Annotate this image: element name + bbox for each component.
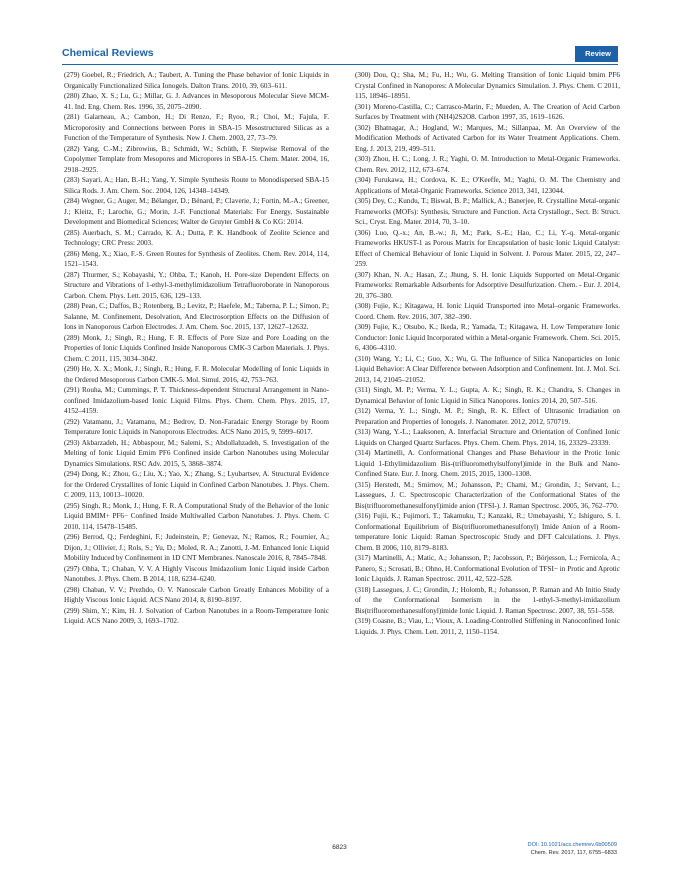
- reference-303: (303) Zhou, H. C.; Long, J. R.; Yaghi, O. M. Introduction to Metal-Organic Frameworks. Chem. Rev. 2012, 112, 673–674.: [355, 155, 620, 174]
- reference-302: (302) Bhatnagar, A.; Hogland, W.; Marques, M.; Sillanpaa, M. An Overview of the Modification Methods of Activated Carbon for its Water Treatment Applications. Chem. Eng. J. 2013, 219, 499–511.: [355, 123, 620, 153]
- reference-284: (284) Wegner, G.; Auger, M.; Bélanger, D.; Bénard, P.; Claverie, J.; Fortin, M.-A.; Greener, J.; Kleitz, F.; Laroche, G.; Morin, J.-F. Functional Materials: For Energy, Sustainable Development and Biomedical Sciences; Walter de Gruyter GmbH & Co KG: 2014.: [64, 197, 329, 226]
- reference-317: (317) Martinelli, A.; Matic, A.; Johansson, P.; Jacobsson, P.; Börjesson, L.; Fernicola, A.; Panero, S.; Scrosati, B.; Ohno, H. Conformational Evolution of TFSI− in Protic and Aprotic Ionic Liquids. J. Raman Spectrosc. 2011, 42, 522–528.: [355, 554, 620, 583]
- journal-citation: Chem. Rev. 2017, 117, 6755−6833: [530, 849, 617, 856]
- reference-290: (290) He, X. X.; Monk, J.; Singh, R.; Hung, F. R. Molecular Modelling of Ionic Liquids in the Ordered Mesoporous Carbon CMK-5. Mol. Simul. 2016, 42, 753–763.: [64, 365, 329, 384]
- reference-316: (316) Fujii, K.; Fujimori, T.; Takamuku, T.; Kanzaki, R.; Umebayashi, Y.; Ishiguro, S. I. Conformational Equilibrium of Bis(trifluoromethanesulfonyl) Imide Anion of a Room-temperature Ionic Liquid: Raman Spectroscopic Study and DFT Calculations. J. Phys. Chem. B 2006, 110, 8179–8183.: [355, 512, 620, 552]
- reference-319: (319) Coasne, B.; Viau, L.; Vioux, A. Loading-Controlled Stiffening in Nanoconfined Ionic Liquids. J. Phys. Chem. Lett. 2011, 2, 1150–1154.: [355, 617, 620, 636]
- reference-281: (281) Galarneau, A.; Cambon, H.; Di Renzo, F.; Ryoo, R.; Choi, M.; Fajula, F. Microporosity and Connections between Pores in SBA-15 Mesostructured Silicas as a Function of the Temperature of Synthesis. New J. Chem. 2003, 27, 73–79.: [64, 113, 329, 142]
- reference-315: (315) Herstedt, M.; Smirnov, M.; Johansson, P.; Chami, M.; Grondin, J.; Servant, L.; Lassegues, J. C. Spectroscopic Characterization of the Conformational States of the Bis(trifluoromethanesulfonyl)imide anion (TFSI-). J. Raman Spectrosc. 2005, 36, 762–770.: [355, 480, 620, 510]
- reference-306: (306) Luo, Q.-x.; An, B.-w.; Ji, M.; Park, S.-E.; Hao, C.; Li, Y.-q. Metal-organic Frameworks HKUST-1 as Porous Matrix for Encapsulation of basic Ionic Liquid Catalyst: Effect of Chemical Behaviour of Ionic Liquid in Solvent. J. Porous Mater. 2015, 22, 247–259.: [355, 228, 620, 268]
- reference-307: (307) Khan, N. A.; Hasan, Z.; Jhung, S. H. Ionic Liquids Supported on Metal-Organic Frameworks: Remarkable Adsorbents for Adsorptive Desulfurization. Chem. - Eur. J. 2014, 20, 376–380.: [355, 270, 620, 300]
- reference-283: (283) Sayari, A.; Han, B.-H.; Yang, Y. Simple Synthesis Route to Monodispersed SBA-15 Silica Rods. J. Am. Chem. Soc. 2004, 126, 14348–14349.: [64, 176, 329, 195]
- reference-293: (293) Akbarzadeh, H.; Abbaspour, M.; Salemi, S.; Abdollahzadeh, S. Investigation of the Melting of Ionic Liquid Emim PF6 Confined inside Carbon Nanotubes using Molecular Dynamics Simulations. RSC Adv. 2015, 5, 3868–3874.: [64, 438, 329, 468]
- reference-301: (301) Moreno-Castilla, C.; Carrasco-Marin, F.; Mueden, A. The Creation of Acid Carbon Surfaces by Treatment with (NH4)2S2O8. Carbon 1997, 35, 1619–1626.: [355, 102, 620, 121]
- reference-285: (285) Auerbach, S. M.; Carrado, K. A.; Dutta, P. K. Handbook of Zeolite Science and Technology; CRC Press: 2003.: [64, 228, 329, 247]
- journal-title: Chemical Reviews: [62, 47, 154, 59]
- reference-286: (286) Meng, X.; Xiao, F.-S. Green Routes for Synthesis of Zeolites. Chem. Rev. 2014, 114, 1521–1543.: [64, 249, 329, 268]
- reference-297: (297) Ohba, T.; Chaban, V. V. A Highly Viscous Imidazolium Ionic Liquid inside Carbon Nanotubes. J. Phys. Chem. B 2014, 118, 6234–6240.: [64, 564, 329, 583]
- reference-282: (282) Yang, C.-M.; Zibrowius, B.; Schmidt, W.; Schüth, F. Stepwise Removal of the Copolymer Template from Mesopores and Micropores in SBA-15. Chem. Mater. 2004, 16, 2918–2925.: [64, 144, 329, 174]
- reference-299: (299) Shim, Y.; Kim, H. J. Solvation of Carbon Nanotubes in a Room-Temperature Ionic Liquid. ACS Nano 2009, 3, 1693–1702.: [64, 606, 329, 625]
- reference-304: (304) Furukawa, H.; Cordova, K. E.; O'Keeffe, M.; Yaghi, O. M. The Chemistry and Applications of Metal-Organic Frameworks. Science 2013, 341, 123044.: [355, 176, 620, 195]
- reference-305: (305) Dey, C.; Kundu, T.; Biswal, B. P.; Mallick, A.; Banerjee, R. Crystalline Metal-organic Frameworks (MOFs): Synthesis, Structure and Function. Acta Crystallogr., Sect. B: Struct. Sci., Cryst. Eng. Mater. 2014, 70, 3–10.: [355, 197, 620, 226]
- reference-318: (318) Lassegues, J. C.; Grondin, J.; Holomb, R.; Johansson, P. Raman and Ab Initio Study of the Conformational Isomerism in the 1-ethyl-3-methyl-imidazolium Bis(trifluoromethanesulfonyl)imide Ionic Liquid. J. Raman Spectrosc. 2007, 38, 551–558.: [355, 585, 620, 615]
- section-badge: Review: [575, 46, 618, 62]
- page-number: 6823: [332, 844, 347, 851]
- reference-312: (312) Verma, Y. L.; Singh, M. P.; Singh, R. K. Effect of Ultrasonic Irradiation on Preparation and Properties of Ionogels. J. Nanomater. 2012, 2012, 570719.: [355, 407, 620, 426]
- reference-279: (279) Goebel, R.; Friedrich, A.; Taubert, A. Tuning the Phase behavior of Ionic Liquids in Organically Functionalized Silica Ionogels. Dalton Trans. 2010, 39, 603–611.: [64, 71, 329, 90]
- reference-292: (292) Vatamanu, J.; Vatamanu, M.; Bedrov, D. Non-Faradaic Energy Storage by Room Temperature Ionic Liquids in Nanoporous Electrodes. ACS Nano 2015, 9, 5999–6017.: [64, 417, 329, 436]
- reference-294: (294) Dong, K.; Zhou, G.; Liu, X.; Yao, X.; Zhang, S.; Lyubartsev, A. Structural Evidence for the Ordered Crystallites of Ionic Liquid in Confined Carbon Nanotubes. J. Phys. Chem. C 2009, 113, 10013–10020.: [64, 470, 329, 499]
- reference-314: (314) Martinelli, A. Conformational Changes and Phase Behaviour in the Protic Ionic Liquid 1-Ethylimidazolium Bis-(trifluoromethylsulfonyl)imide in the Bulk and Nano-Confined State. Eur. J. Inorg. Chem. 2015, 2015, 1300–1308.: [355, 449, 620, 478]
- reference-308: (308) Fujie, K.; Kitagawa, H. Ionic Liquid Transported into Metal–organic Frameworks. Coord. Chem. Rev. 2016, 307, 382–390.: [355, 302, 620, 321]
- reference-287: (287) Thurmer, S.; Kobayashi, Y.; Ohba, T.; Kanoh, H. Pore-size Dependent Effects on Structure and Vibrations of 1-ethyl-3-methylimidazolium Tetrafluoroborate in Nanoporous Carbon. Chem. Phys. Lett. 2015, 636, 129–133.: [64, 270, 329, 300]
- reference-289: (289) Monk, J.; Singh, R.; Hung, F. R. Effects of Pore Size and Pore Loading on the Properties of Ionic Liquids Confined Inside Nanoporous CMK-3 Carbon Materials. J. Phys. Chem. C 2011, 115, 3034–3042.: [64, 333, 329, 363]
- reference-280: (280) Zhao, X. S.; Lu, G.; Millar, G. J. Advances in Mesoporous Molecular Sieve MCM-41. Ind. Eng. Chem. Res. 1996, 35, 2075–2090.: [64, 92, 329, 111]
- header-rule: [62, 64, 618, 65]
- reference-291: (291) Rouha, M.; Cummings, P. T. Thickness-dependent Structural Arrangement in Nano-confined Imidazolium-based Ionic Liquid Films. Phys. Chem. Chem. Phys. 2015, 17, 4152–4159.: [64, 386, 329, 415]
- reference-310: (310) Wang, Y.; Li, C.; Guo, X.; Wu, G. The Influence of Silica Nanoparticles on Ionic Liquid Behavior: A Clear Difference between Adsorption and Confinement. Int. J. Mol. Sci. 2013, 14, 21045–21052.: [355, 354, 620, 384]
- reference-295: (295) Singh, R.; Monk, J.; Hung, F. R. A Computational Study of the Behavior of the Ionic Liquid BMIM+ PF6− Confined Inside Multiwalled Carbon Nanotubes. J. Phys. Chem. C 2010, 114, 15478–15485.: [64, 501, 329, 531]
- reference-313: (313) Wang, Y.-L.; Laaksonen, A. Interfacial Structure and Orientation of Confined Ionic Liquids on Charged Quartz Surfaces. Phys. Chem. Chem. Phys. 2014, 16, 23329–23339.: [355, 428, 620, 447]
- page-header: [62, 46, 618, 64]
- references-right-column: [355, 70, 620, 637]
- references-left-column: [64, 70, 329, 627]
- doi-link[interactable]: DOI: 10.1021/acs.chemrev.6b00509: [527, 842, 617, 848]
- reference-300: (300) Dou, Q.; Sha, M.; Fu, H.; Wu, G. Melting Transition of Ionic Liquid bmim PF6 Crystal Confined in Nanopores: A Molecular Dynamics Simulation. J. Phys. Chem. C 2011, 115, 18946–18951.: [355, 71, 620, 100]
- reference-311: (311) Singh, M. P.; Verma, Y. L.; Gupta, A. K.; Singh, R. K.; Chandra, S. Changes in Dynamical Behavior of Ionic Liquid in Silica Nanopores. Ionics 2014, 20, 507–516.: [355, 386, 620, 405]
- reference-298: (298) Chaban, V. V.; Prezhdo, O. V. Nanoscale Carbon Greatly Enhances Mobility of a Highly Viscous Ionic Liquid. ACS Nano 2014, 8, 8190–8197.: [64, 585, 329, 604]
- reference-288: (288) Pean, C.; Daffos, B.; Rotenberg, B.; Levitz, P.; Haefele, M.; Taberna, P. L.; Simon, P.; Salanne, M. Confinement, Desolvation, And Electrosorption Effects on the Diffusion of Ions in Nanoporous Carbon Electrodes. J. Am. Chem. Soc. 2015, 137, 12627–12632.: [64, 302, 329, 331]
- reference-309: (309) Fujie, K.; Otsubo, K.; Ikeda, R.; Yamada, T.; Kitagawa, H. Low Temperature Ionic Conductor: Ionic Liquid Incorporated within a Metal-organic Framework. Chem. Sci. 2015, 6, 4306–4310.: [355, 323, 620, 352]
- reference-296: (296) Berrod, Q.; Ferdeghini, F.; Judeinstein, P.; Genevaz, N.; Ramos, R.; Fournier, A.; Dijon, J.; Ollivier, J.; Rols, S.; Yu, D.; Moled, R. A.; Zanotti, J.-M. Enhanced Ionic Liquid Mobility Induced by Confinement in 1D CNT Membranes. Nanoscale 2016, 8, 7845–7848.: [64, 533, 329, 562]
- footer-citation: [528, 842, 617, 857]
